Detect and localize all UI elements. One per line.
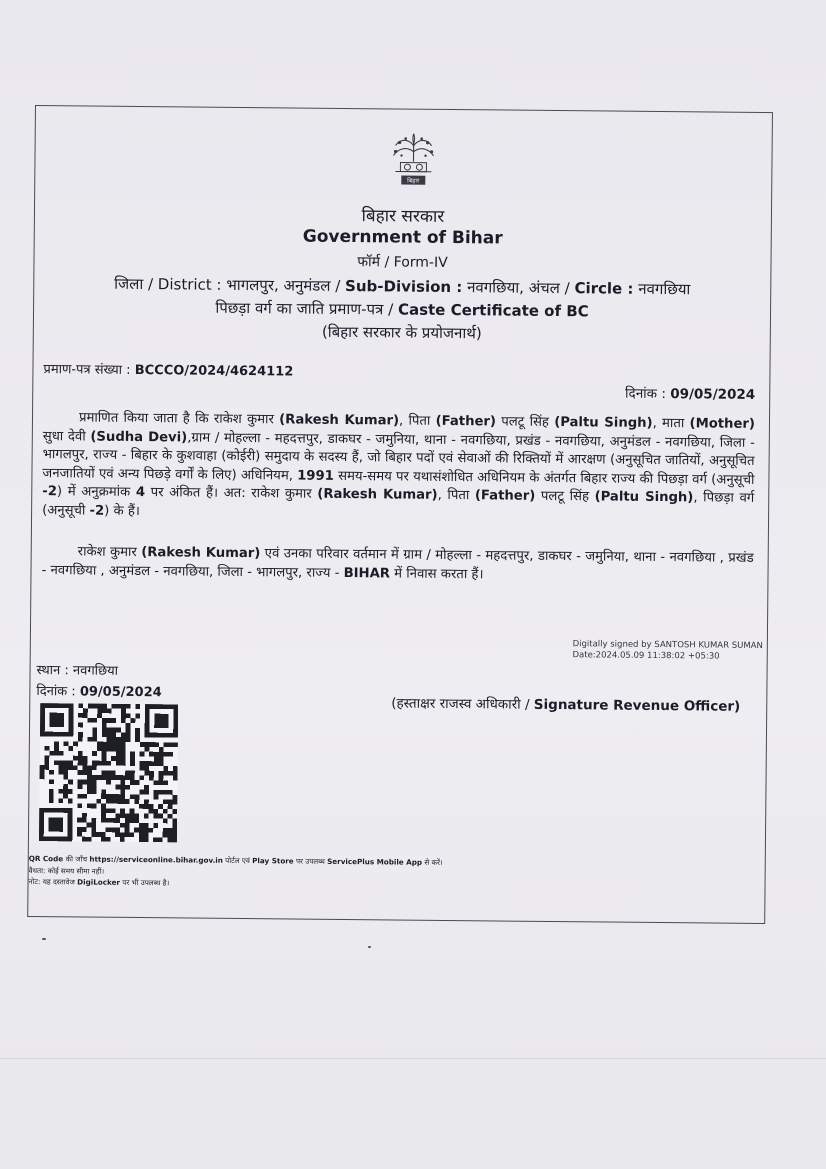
district-line — [34, 273, 770, 300]
digital-signature-block — [572, 639, 762, 663]
signature-label-hindi: (हस्ताक्षर राजस्व अधिकारी / — [391, 695, 530, 713]
issue-date — [625, 384, 755, 403]
footer-text: की जाँच — [65, 854, 90, 864]
footer-text: नोट: यह दस्तावेज — [28, 876, 78, 887]
para1-text: पलटू सिंह — [495, 414, 555, 430]
paper-speck — [368, 946, 371, 948]
district-label: जिला / District : — [114, 274, 222, 294]
footer-text: QR Code — [28, 853, 66, 864]
place-date-value: 09/05/2024 — [79, 684, 162, 701]
footer-text: ServicePlus Mobile App — [327, 856, 423, 867]
digital-signature-date: Date:2024.05.09 11:38:02 +05:30 — [572, 650, 720, 662]
certificate-title — [34, 296, 770, 323]
form-number: फॉर्म / Form-IV — [357, 254, 448, 271]
para1-mother-label: (Mother) — [689, 416, 756, 432]
footer-text: से करें। — [422, 857, 443, 867]
para2-name-english: (Rakesh Kumar) — [141, 545, 261, 562]
issue-date-label: दिनांक : — [624, 385, 667, 403]
para2-state: BIHAR — [343, 565, 391, 581]
signature-label-english: Signature Revenue Officer) — [533, 696, 741, 715]
para1-father-label: (Father) — [474, 488, 536, 504]
hindi-government-title: बिहार सरकार — [361, 206, 445, 227]
certificate-title-english: Caste Certificate of BC — [397, 300, 589, 321]
footer-text: Play Store — [252, 856, 294, 866]
footer-text: पर भी उपलब्ध है। — [119, 877, 170, 888]
para1-text: ,ग्राम / मोहल्ला - महदत्तपुर, डाकघर - जमुनिया, थाना - नवगछिया, प्रखंड - नवगछिया, अनुमंडल - नवगछिया, जिला - भागलपुर, राज्य - बिहार के कुशवाहा (कोईरी) समुदाय के सदस्य हैं, जो बिहार पदों एवं सेवाओं की रिक्तियों में आरक्षण (अनुसूचित जातियों, अनुसूचित जनजातियों एवं अन्य पिछड़े वर्गों के लिए) अधिनियम, — [42, 429, 755, 484]
place-label: स्थान : — [36, 663, 69, 679]
para1-text: पलटू सिंह — [535, 488, 595, 505]
certification-paragraph — [42, 409, 755, 527]
subdivision-value: नवगछिया, अंचल / — [467, 278, 570, 298]
circle-value: नवगछिया — [638, 279, 691, 299]
english-government-title: Government of Bihar — [302, 226, 503, 249]
qr-code-icon[interactable] — [39, 703, 178, 842]
para1-father-english: (Paltu Singh) — [594, 489, 694, 506]
place-date — [36, 681, 162, 700]
para1-father-label: (Father) — [435, 413, 497, 430]
footer-text: पोर्टल एवं — [222, 855, 253, 866]
footer-validity: वैधता: कोई समय सीमा नहीं। — [28, 865, 105, 876]
footer-text: पर उपलब्ध — [293, 856, 328, 866]
para1-name-english: (Rakesh Kumar) — [317, 486, 438, 503]
paper-speck — [42, 938, 46, 940]
para2-text: एवं उनका परिवार वर्तमान में ग्राम / मोहल्ला - महदत्तपुर, डाकघर - जमुनिया, थाना - नवगछिया , प्रखंड - नवगछिया , अनुमंडल - नवगछिया, जिला - भागलपुर, राज्य - — [41, 546, 754, 581]
para1-text: ) में अनुक्रमांक — [56, 484, 136, 500]
emblem-text: बिहार — [407, 177, 420, 185]
para1-text: , पिता — [399, 413, 436, 429]
footer-url: https://serviceonline.bihar.gov.in — [89, 854, 223, 865]
para1-father-english: (Paltu Singh) — [554, 414, 653, 431]
digital-signature-signer: Digitally signed by SANTOSH KUMAR SUMAN — [572, 639, 763, 652]
certificate-number-value: BCCCO/2024/4624112 — [134, 362, 294, 380]
circle-label: Circle : — [574, 279, 634, 298]
para2-text: राकेश कुमार — [77, 544, 142, 561]
certificate-purpose: (बिहार सरकार के प्रयोजनार्थ) — [321, 322, 482, 343]
para1-text: प्रमाणित किया जाता है कि राकेश कुमार — [78, 410, 280, 428]
para1-text: , पिता — [437, 487, 476, 504]
certificate-number — [43, 359, 293, 379]
para1-text: , पिछड़ा वर्ग (अनुसूची — [42, 490, 755, 519]
para1-text: समय-समय पर यथासंशोधित अधिनियम के अंतर्गत बिहार राज्य की पिछड़ा वर्ग (अनुसूची — [333, 468, 755, 488]
certificate-frame — [27, 105, 773, 924]
footer-digilocker-note — [28, 877, 169, 888]
certificate-title-hindi: पिछड़ा वर्ग का जाति प्रमाण-पत्र / — [215, 298, 394, 319]
para1-schedule: -2 — [42, 484, 58, 500]
certificate-number-label: प्रमाण-पत्र संख्या : — [43, 362, 131, 378]
para1-text: , माता — [652, 415, 690, 432]
district-value: भागलपुर, अनुमंडल / — [226, 275, 341, 295]
para1-text: पर अंकित हैं। अत: राकेश कुमार — [144, 485, 318, 502]
bihar-emblem-icon — [387, 131, 440, 189]
para1-act-year: 1991 — [297, 468, 334, 484]
place-date-label: दिनांक : — [36, 684, 76, 700]
para1-text: ) के हैं। — [104, 503, 140, 519]
paper-fold-line — [0, 1058, 826, 1059]
place — [36, 660, 118, 679]
issue-date-value: 09/05/2024 — [670, 386, 756, 403]
para2-text: में निवास करता हैं। — [389, 565, 484, 582]
subdivision-label: Sub-Division : — [345, 276, 463, 297]
residence-paragraph — [41, 543, 753, 587]
para1-text: सुधा देवी — [42, 428, 91, 445]
para1-serial-number: 4 — [135, 484, 146, 501]
place-value: नवगछिया — [72, 663, 119, 679]
signature-label — [391, 693, 740, 714]
para1-mother-english: (Sudha Devi) — [90, 429, 188, 445]
footer-text: DigiLocker — [77, 877, 121, 887]
para1-name-english: (Rakesh Kumar) — [279, 412, 400, 429]
para1-schedule: -2 — [89, 503, 105, 519]
